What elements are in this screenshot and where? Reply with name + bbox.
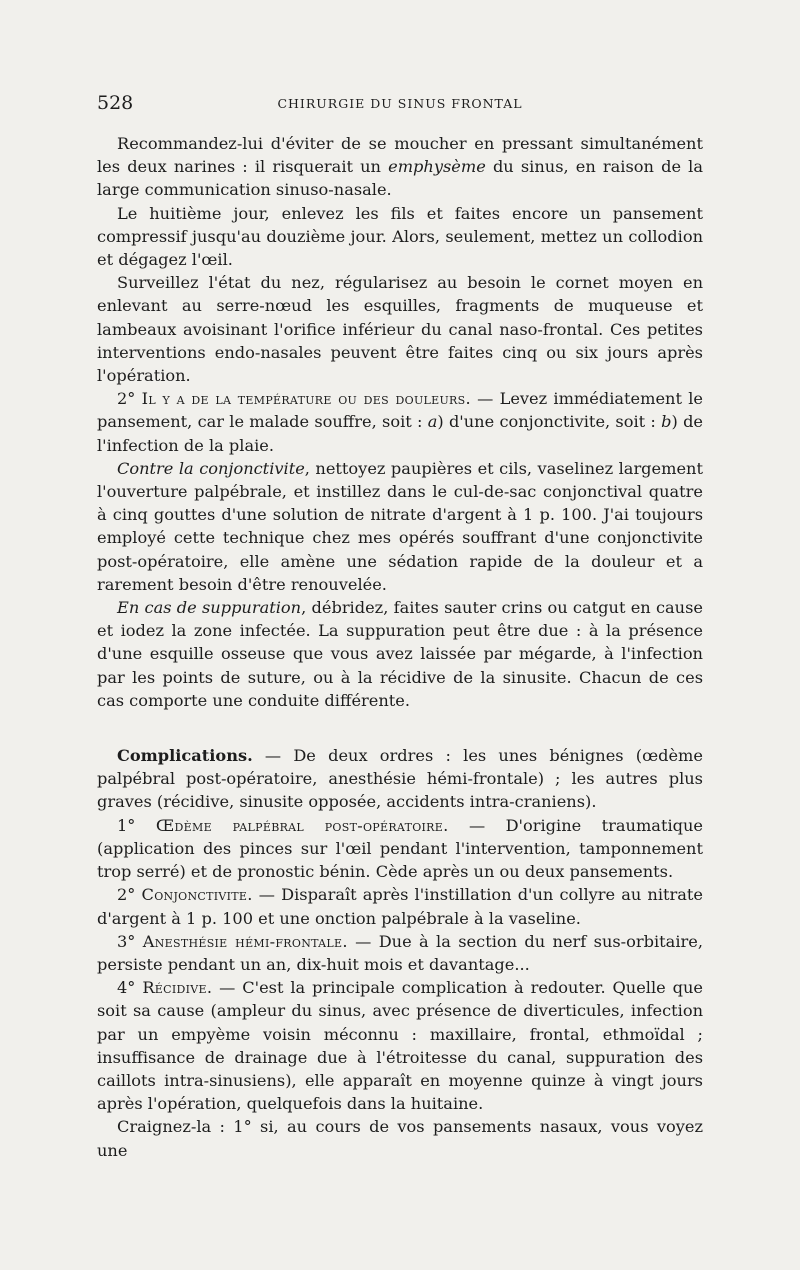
paragraph-text: — Disparaît après l'instillation d'un collyre au nitrate d'argent à 1 p. 100 et une onction palpébrale à la vaseline. <box>97 885 703 928</box>
item-number: 3° <box>117 931 136 951</box>
paragraph-emphyseme <box>97 132 703 202</box>
item-number: 4° <box>117 978 136 998</box>
small-caps-heading: Il y a de la température ou des douleurs. <box>141 389 471 409</box>
page-header <box>97 92 703 116</box>
paragraph-text: — Due à la section du nerf sus-orbitaire, persiste pendant un an, dix-huit mois et davantage... <box>97 931 703 974</box>
paragraph-text: Recommandez-lui d'éviter de se moucher en pressant simultanément les deux narines : il risquerait un <box>97 134 703 177</box>
paragraph-huitieme-jour: Le huitième jour, enlevez les fils et faites encore un pansement compressif jusqu'au douzième jour. Alors, seulement, mettez un collodion et dégagez l'œil. <box>97 203 703 270</box>
section-heading: Complications. <box>117 746 253 766</box>
paragraph-text: , débridez, faites sauter crins ou catgut en cause et iodez la zone infectée. La suppuration peut être due : à la présence d'une esquille osseuse que vous avez laissée par mégarde, à l'infection par les points de suture, ou à la récidive de la sinusite. Chacun de ces cas comporte une conduite différente. <box>97 598 703 710</box>
paragraph-recidive <box>97 976 703 1115</box>
paragraph-anesthesie <box>97 930 703 976</box>
paragraph-craignez: Craignez-la : 1° si, au cours de vos pansements nasaux, vous voyez une <box>97 1117 703 1160</box>
small-caps-heading: Récidive. <box>142 978 213 998</box>
item-number: 2° <box>117 389 136 409</box>
item-number: 2° <box>117 885 136 905</box>
paragraph-text: — De deux ordres : les unes bénignes (œdème palpébral post-opératoire, anesthésie hémi-frontale) ; les autres plus graves (récidive, sinusite opposée, accidents intra-craniens). <box>97 746 703 812</box>
page-number: 528 <box>97 92 134 114</box>
paragraph-surveillez: Surveillez l'état du nez, régularisez au besoin le cornet moyen en enlevant au serre-nœud les esquilles, fragments de muqueuse et lambeaux avoisinant l'orifice inférieur du canal naso-frontal. Ces petites interventions endo-nasales peuvent être faites cinq ou six jours après l'opération. <box>97 273 703 386</box>
paragraph-text: , nettoyez paupières et cils, vaselinez largement l'ouverture palpébrale, et instillez dans le cul-de-sac conjonctival quatre à cinq gouttes d'une solution de nitrate d'argent à 1 p. 100. J'ai toujours employé cette technique chez mes opérés souffrant d'une conjonctivite post-opératoire, elle amène une sédation rapide de la douleur et a rarement besoin d'être renouvelée. <box>97 458 703 594</box>
paragraph-text: ) de l'infection de la plaie. <box>97 412 704 455</box>
small-caps-heading: Œdème palpébral post-opératoire. <box>155 815 449 835</box>
italic-lead: En cas de suppuration <box>117 598 302 618</box>
paragraph-complications <box>97 744 703 814</box>
running-title: CHIRURGIE DU SINUS FRONTAL <box>277 96 523 111</box>
paragraph-text: — Levez immédiatement le pansement, car le malade souffre, soit : <box>97 389 703 432</box>
paragraph-conjonctivite-item <box>97 883 703 929</box>
paragraph-text: — D'origine traumatique (application des pinces sur l'œil pendant l'intervention, tamponnement trop serré) et de pronostic bénin. Cède après un ou deux pansements. <box>97 815 703 882</box>
paragraph-oedeme <box>97 814 703 884</box>
body-text <box>97 132 703 1162</box>
paragraph-text: — C'est la principale complication à redouter. Quelle que soit sa cause (ampleur du sinus, avec présence de diverticules, infection par un empyème voisin méconnu : maxillaire, frontal, ethmoïdal ; insuffisance de drainage due à l'étroitesse du canal, suppuration des caillots intra-sinusiens), elle apparaît en moyenne quinze à vingt jours après l'opération, quelquefois dans la huitaine. <box>97 978 703 1114</box>
italic-letter: b <box>661 412 672 432</box>
item-number: 1° <box>117 815 136 835</box>
italic-term: emphysème <box>388 157 486 177</box>
paragraph-conjonctivite <box>97 457 703 596</box>
italic-lead: Contre la conjonctivite <box>117 458 305 478</box>
paragraph-text: ) d'une conjonctivite, soit : <box>437 412 662 432</box>
small-caps-heading: Conjonctivite. <box>141 885 253 905</box>
paragraph-suppuration <box>97 596 703 712</box>
paragraph-temperature <box>97 387 703 457</box>
small-caps-heading: Anesthésie hémi-frontale. <box>142 931 348 951</box>
paragraph-text: du sinus, en raison de la large communication sinuso-nasale. <box>97 157 704 200</box>
italic-letter: a <box>427 412 438 432</box>
